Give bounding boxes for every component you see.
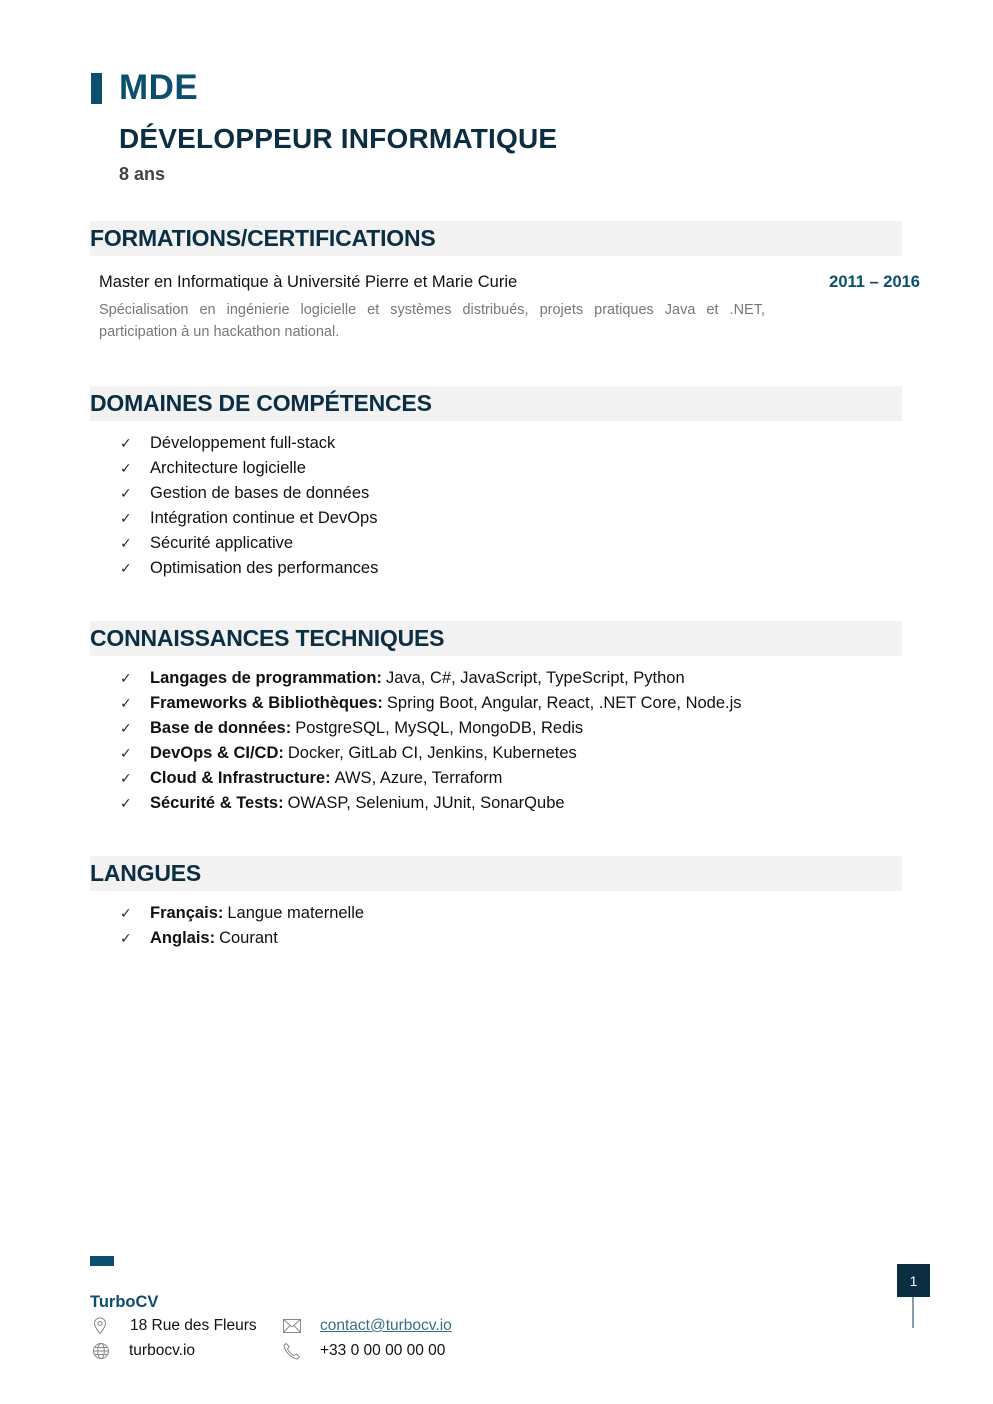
footer-accent-bar: [90, 1256, 114, 1266]
list-item: [120, 741, 742, 766]
education-description: Spécialisation en ingénierie logicielle et systèmes distribués, projets pratiques Java et .NET, participation à un hackathon national.: [99, 302, 765, 340]
language-label: Français:: [150, 904, 224, 922]
section-title: DOMAINES DE COMPÉTENCES: [90, 390, 432, 416]
location-pin-icon: [93, 1317, 130, 1335]
check-icon: ✓: [120, 435, 132, 451]
footer-brand: TurboCV: [90, 1293, 159, 1311]
section-languages-header: [90, 856, 902, 891]
skill-text: Optimisation des performances: [150, 559, 379, 577]
check-icon: ✓: [120, 560, 132, 576]
address-text: 18 Rue des Fleurs: [130, 1317, 257, 1334]
footer-website: [92, 1342, 195, 1360]
tech-value: AWS, Azure, Terraform: [334, 769, 503, 787]
name-accent-bar: [91, 73, 102, 104]
check-icon: ✓: [120, 745, 132, 761]
phone-text: +33 0 00 00 00 00: [320, 1342, 446, 1359]
tech-list: [120, 666, 742, 816]
footer-phone: [283, 1342, 445, 1360]
education-dates: 2011 – 2016: [829, 273, 920, 291]
skill-text: Intégration continue et DevOps: [150, 509, 378, 527]
languages-list: [120, 901, 364, 951]
education-degree: Master en Informatique à Université Pierre et Marie Curie: [99, 273, 518, 291]
tech-label: Base de données:: [150, 719, 292, 737]
list-item: [120, 456, 378, 481]
list-item: [120, 716, 742, 741]
website-text[interactable]: turbocv.io: [129, 1342, 196, 1359]
tech-value: PostgreSQL, MySQL, MongoDB, Redis: [295, 719, 584, 737]
section-tech-header: [90, 621, 902, 656]
footer-email: [283, 1317, 452, 1335]
language-level: Courant: [219, 929, 278, 947]
tech-value: Spring Boot, Angular, React, .NET Core, Node.js: [386, 694, 742, 712]
tech-label: Frameworks & Bibliothèques:: [150, 694, 383, 712]
list-item: [120, 901, 364, 926]
check-icon: ✓: [120, 770, 132, 786]
check-icon: ✓: [120, 535, 132, 551]
page-number-line: [912, 1297, 914, 1328]
experience-years: 8 ans: [119, 164, 166, 184]
section-title: LANGUES: [90, 860, 202, 886]
skill-text: Développement full-stack: [150, 434, 336, 452]
page-number: 1: [897, 1264, 930, 1297]
footer-address: [93, 1317, 257, 1335]
check-icon: ✓: [120, 930, 132, 946]
list-item: [120, 481, 378, 506]
list-item: [120, 531, 378, 556]
tech-label: Cloud & Infrastructure:: [150, 769, 331, 787]
check-icon: ✓: [120, 670, 132, 686]
tech-label: Langages de programmation:: [150, 669, 382, 687]
check-icon: ✓: [120, 485, 132, 501]
tech-value: OWASP, Selenium, JUnit, SonarQube: [287, 794, 565, 812]
tech-label: Sécurité & Tests:: [150, 794, 284, 812]
check-icon: ✓: [120, 695, 132, 711]
job-title: DÉVELOPPEUR INFORMATIQUE: [119, 123, 558, 154]
list-item: [120, 926, 364, 951]
skill-text: Architecture logicielle: [150, 459, 306, 477]
list-item: [120, 666, 742, 691]
envelope-icon: [283, 1319, 320, 1333]
section-skills-header: [90, 386, 902, 421]
candidate-name: MDE: [119, 68, 199, 107]
list-item: [120, 691, 742, 716]
check-icon: ✓: [120, 795, 132, 811]
section-education-header: [90, 221, 902, 256]
check-icon: ✓: [120, 905, 132, 921]
check-icon: ✓: [120, 720, 132, 736]
tech-value: Docker, GitLab CI, Jenkins, Kubernetes: [287, 744, 577, 762]
list-item: [120, 791, 742, 816]
section-title: CONNAISSANCES TECHNIQUES: [90, 625, 445, 651]
skill-text: Sécurité applicative: [150, 534, 294, 552]
skill-text: Gestion de bases de données: [150, 484, 370, 502]
list-item: [120, 506, 378, 531]
language-level: Langue maternelle: [227, 904, 365, 922]
language-label: Anglais:: [150, 929, 216, 947]
skills-list: [120, 431, 378, 581]
tech-label: DevOps & CI/CD:: [150, 744, 284, 762]
list-item: [120, 766, 742, 791]
tech-value: Java, C#, JavaScript, TypeScript, Python: [385, 669, 685, 687]
check-icon: ✓: [120, 460, 132, 476]
email-link[interactable]: contact@turbocv.io: [320, 1317, 452, 1334]
check-icon: ✓: [120, 510, 132, 526]
globe-icon: [92, 1342, 129, 1360]
section-title: FORMATIONS/CERTIFICATIONS: [90, 225, 436, 251]
list-item: [120, 431, 378, 456]
list-item: [120, 556, 378, 581]
phone-icon: [283, 1342, 320, 1360]
